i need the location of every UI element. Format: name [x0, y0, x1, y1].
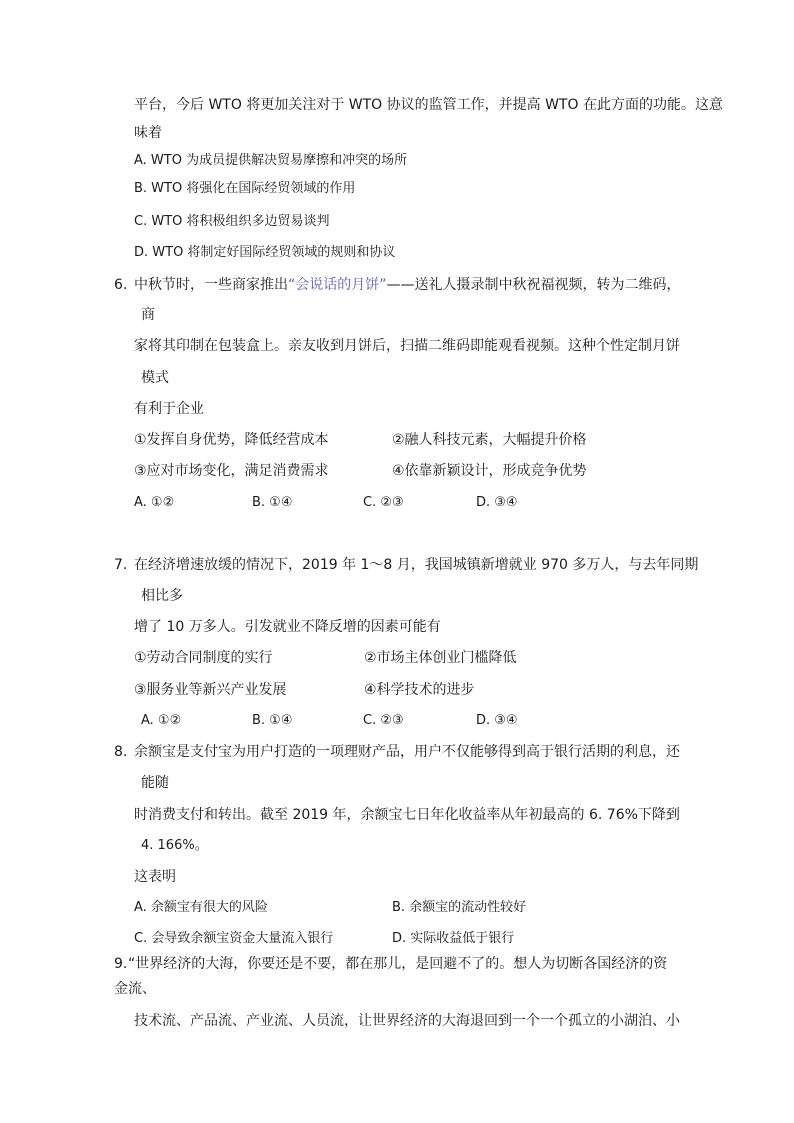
- q6-option-a: A. ①②: [134, 495, 175, 510]
- q8-stem-line-2: 能随: [141, 775, 169, 791]
- q8-stem-line-5: 这表明: [134, 869, 176, 885]
- q6-statement-2: ②融人科技元素，大幅提升价格: [392, 432, 587, 448]
- q7-number: 7.: [114, 557, 128, 573]
- q7-option-d: D. ③④: [476, 713, 518, 728]
- q6-stem-line-4: 模式: [141, 370, 169, 386]
- q8-option-b: B. 余额宝的流动性较好: [392, 900, 527, 915]
- q9-stem-line-1: “世界经济的大海，你要还是不要，都在那儿，是回避不了的。想人为切断各国经济的资: [128, 956, 668, 972]
- q6-stem-line-1: [134, 276, 681, 294]
- q6-option-c: C. ②③: [363, 495, 404, 510]
- q5-option-c: C. WTO 将积极组织多边贸易谈判: [134, 214, 330, 229]
- q5-option-a: A. WTO 为成员提供解决贸易摩擦和冲突的场所: [134, 153, 408, 168]
- q5-stem-line-2: 味着: [134, 125, 162, 141]
- q8-option-c: C. 会导致余额宝资金大量流入银行: [134, 931, 334, 946]
- q7-statement-3: ③服务业等新兴产业发展: [134, 682, 287, 698]
- q7-option-a: A. ①②: [141, 713, 182, 728]
- q6-stem-line-5: 有利于企业: [134, 401, 204, 417]
- q7-statement-4: ④科学技术的进步: [364, 682, 475, 698]
- q6-statement-3: ③应对市场变化，满足消费需求: [134, 463, 329, 479]
- q9-number: 9.: [114, 956, 128, 972]
- q5-option-d: D. WTO 将制定好国际经贸领域的规则和协议: [134, 245, 396, 260]
- q7-stem-line-1: 在经济增速放缓的情况下，2019 年 1～8 月，我国城镇新增就业 970 多万人，与去年同期: [134, 557, 699, 573]
- q7-option-c: C. ②③: [363, 713, 404, 728]
- q7-statement-2: ②市场主体创业门槛降低: [364, 650, 517, 666]
- q6-statement-1: ①发挥自身优势，降低经营成本: [134, 432, 329, 448]
- q7-statement-1: ①劳动合同制度的实行: [134, 650, 273, 666]
- q5-stem-line-1: 平台，今后 WTO 将更加关注对于 WTO 协议的监管工作，并提高 WTO 在此方面的功能。这意: [134, 97, 723, 113]
- q8-option-d: D. 实际收益低于银行: [392, 931, 515, 946]
- q6-stem-line-2: 商: [141, 307, 155, 323]
- q8-option-a: A. 余额宝有很大的风险: [134, 900, 268, 915]
- q6-stem-pre: 中秋节时，一些商家推出: [134, 277, 288, 293]
- q5-option-b: B. WTO 将强化在国际经贸领域的作用: [134, 181, 356, 196]
- q7-option-b: B. ①④: [252, 713, 293, 728]
- q6-option-b: B. ①④: [252, 495, 293, 510]
- q8-stem-line-1: 余额宝是支付宝为用户打造的一项理财产品，用户不仅能够得到高于银行活期的利息，还: [134, 744, 680, 760]
- q6-stem-highlight: “会说话的月饼”: [288, 277, 387, 293]
- q6-stem-line-3: 家将其印制在包装盒上。亲友收到月饼后，扫描二维码即能观看视频。这种个性定制月饼: [134, 338, 680, 354]
- q8-number: 8.: [114, 744, 128, 760]
- q6-option-d: D. ③④: [476, 495, 518, 510]
- q8-stem-line-4: 4. 166%。: [141, 838, 208, 853]
- q6-stem-post: ——送礼人摄录制中秋祝福视频，转为二维码，: [386, 277, 681, 293]
- q7-stem-line-3: 增了 10 万多人。引发就业不降反增的因素可能有: [134, 619, 441, 635]
- q8-stem-line-3: 时消费支付和转出。截至 2019 年，余额宝七日年化收益率从年初最高的 6. 76%下降到: [134, 807, 680, 823]
- q6-number: 6.: [114, 277, 128, 293]
- q9-stem-line-2: 金流、: [114, 981, 156, 997]
- q9-stem-line-3: 技术流、产品流、产业流、人员流，让世界经济的大海退回到一个一个孤立的小湖泊、小: [134, 1013, 680, 1029]
- q6-statement-4: ④依靠新颖设计，形成竞争优势: [392, 463, 587, 479]
- q7-stem-line-2: 相比多: [141, 588, 183, 604]
